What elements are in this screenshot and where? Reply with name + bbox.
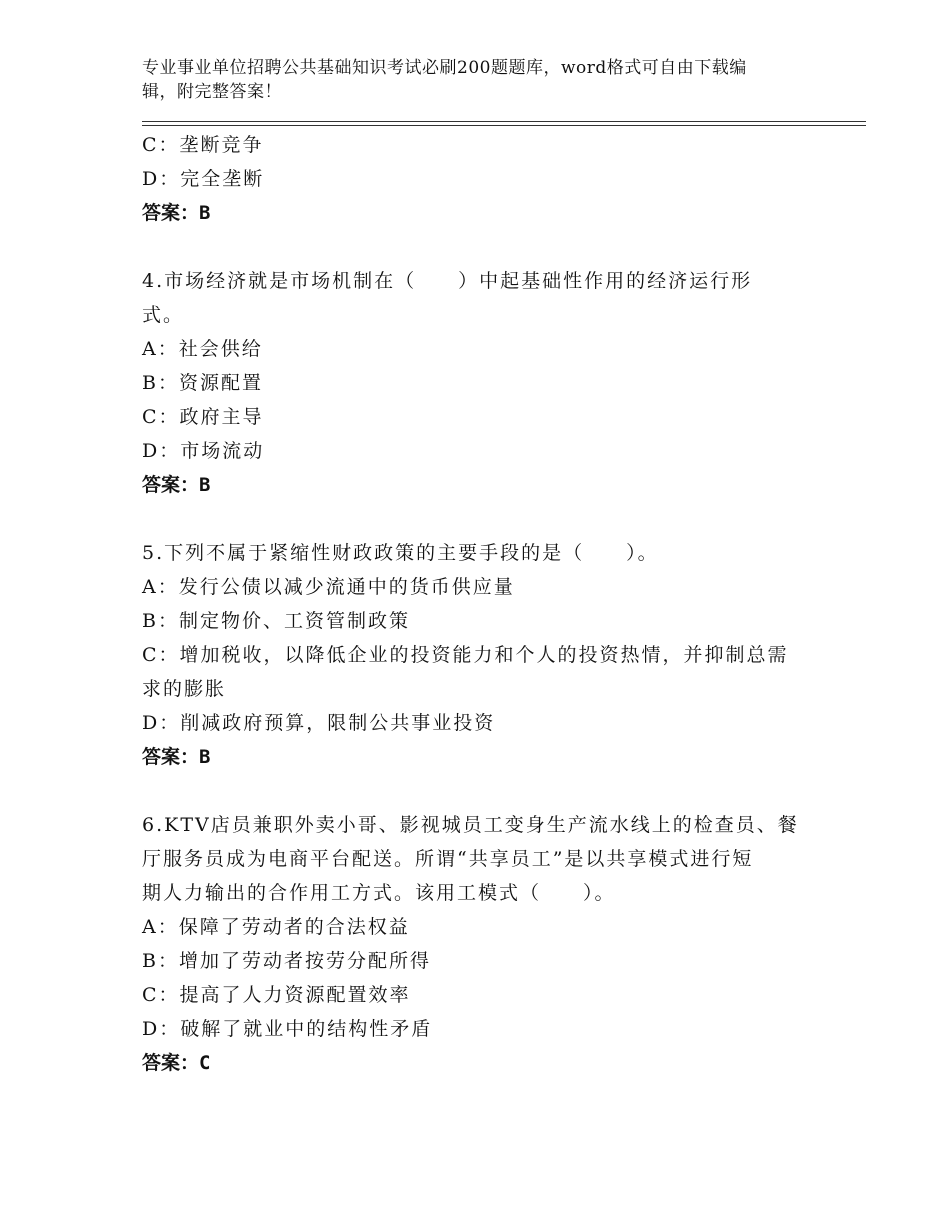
option-a: A：社会供给 <box>142 338 263 360</box>
question-3-continuation <box>142 128 822 230</box>
option-c: C：政府主导 <box>142 406 264 428</box>
answer-label: 答案： <box>142 202 200 224</box>
answer-label: 答案： <box>142 746 200 768</box>
answer-line <box>142 196 822 230</box>
answer-label: 答案： <box>142 474 200 496</box>
option-b: B：制定物价、工资管制政策 <box>142 610 410 632</box>
answer-line <box>142 468 822 502</box>
option-b: B：增加了劳动者按劳分配所得 <box>142 950 431 972</box>
question-5 <box>142 536 822 774</box>
question-4 <box>142 264 822 502</box>
spacer <box>142 502 822 536</box>
header-line-2: 辑，附完整答案！ <box>142 82 282 102</box>
option-d: D：削减政府预算，限制公共事业投资 <box>142 712 496 734</box>
answer-value: C <box>199 1052 211 1074</box>
question-6 <box>142 808 822 1080</box>
answer-value: B <box>199 746 211 768</box>
spacer <box>142 774 822 808</box>
header-line-1: 专业事业单位招聘公共基础知识考试必刷200题题库，word格式可自由下载编 <box>142 58 747 78</box>
question-text-line: 期人力输出的合作用工方式。该用工模式（ ）。 <box>142 882 616 904</box>
spacer <box>142 230 822 264</box>
answer-value: B <box>199 474 211 496</box>
option-a: A：发行公债以减少流通中的货币供应量 <box>142 576 515 598</box>
answer-label: 答案： <box>142 1052 200 1074</box>
header-rule-top <box>142 121 866 122</box>
question-text-line: 4.市场经济就是市场机制在（ ）中起基础性作用的经济运行形 <box>142 270 753 292</box>
header-rule-bottom <box>142 125 866 126</box>
answer-line <box>142 1046 822 1080</box>
question-text-line: 6.KTV店员兼职外卖小哥、影视城员工变身生产流水线上的检查员、餐 <box>142 814 799 836</box>
option-c: C：提高了人力资源配置效率 <box>142 984 411 1006</box>
option-c-continued: 求的膨胀 <box>142 678 227 700</box>
question-text-line: 厅服务员成为电商平台配送。所谓“共享员工”是以共享模式进行短 <box>142 848 754 870</box>
question-text-line: 5.下列不属于紧缩性财政政策的主要手段的是（ ）。 <box>142 542 659 564</box>
option-c: C：垄断竞争 <box>142 134 264 156</box>
option-d: D：完全垄断 <box>142 168 265 190</box>
option-d: D：市场流动 <box>142 440 265 462</box>
answer-value: B <box>199 202 211 224</box>
option-d: D：破解了就业中的结构性矛盾 <box>142 1018 433 1040</box>
page-header <box>142 56 792 104</box>
option-c: C：增加税收，以降低企业的投资能力和个人的投资热情，并抑制总需 <box>142 644 789 666</box>
option-b: B：资源配置 <box>142 372 263 394</box>
option-a: A：保障了劳动者的合法权益 <box>142 916 410 938</box>
question-text-line: 式。 <box>142 304 185 326</box>
question-content <box>142 128 822 1080</box>
answer-line <box>142 740 822 774</box>
